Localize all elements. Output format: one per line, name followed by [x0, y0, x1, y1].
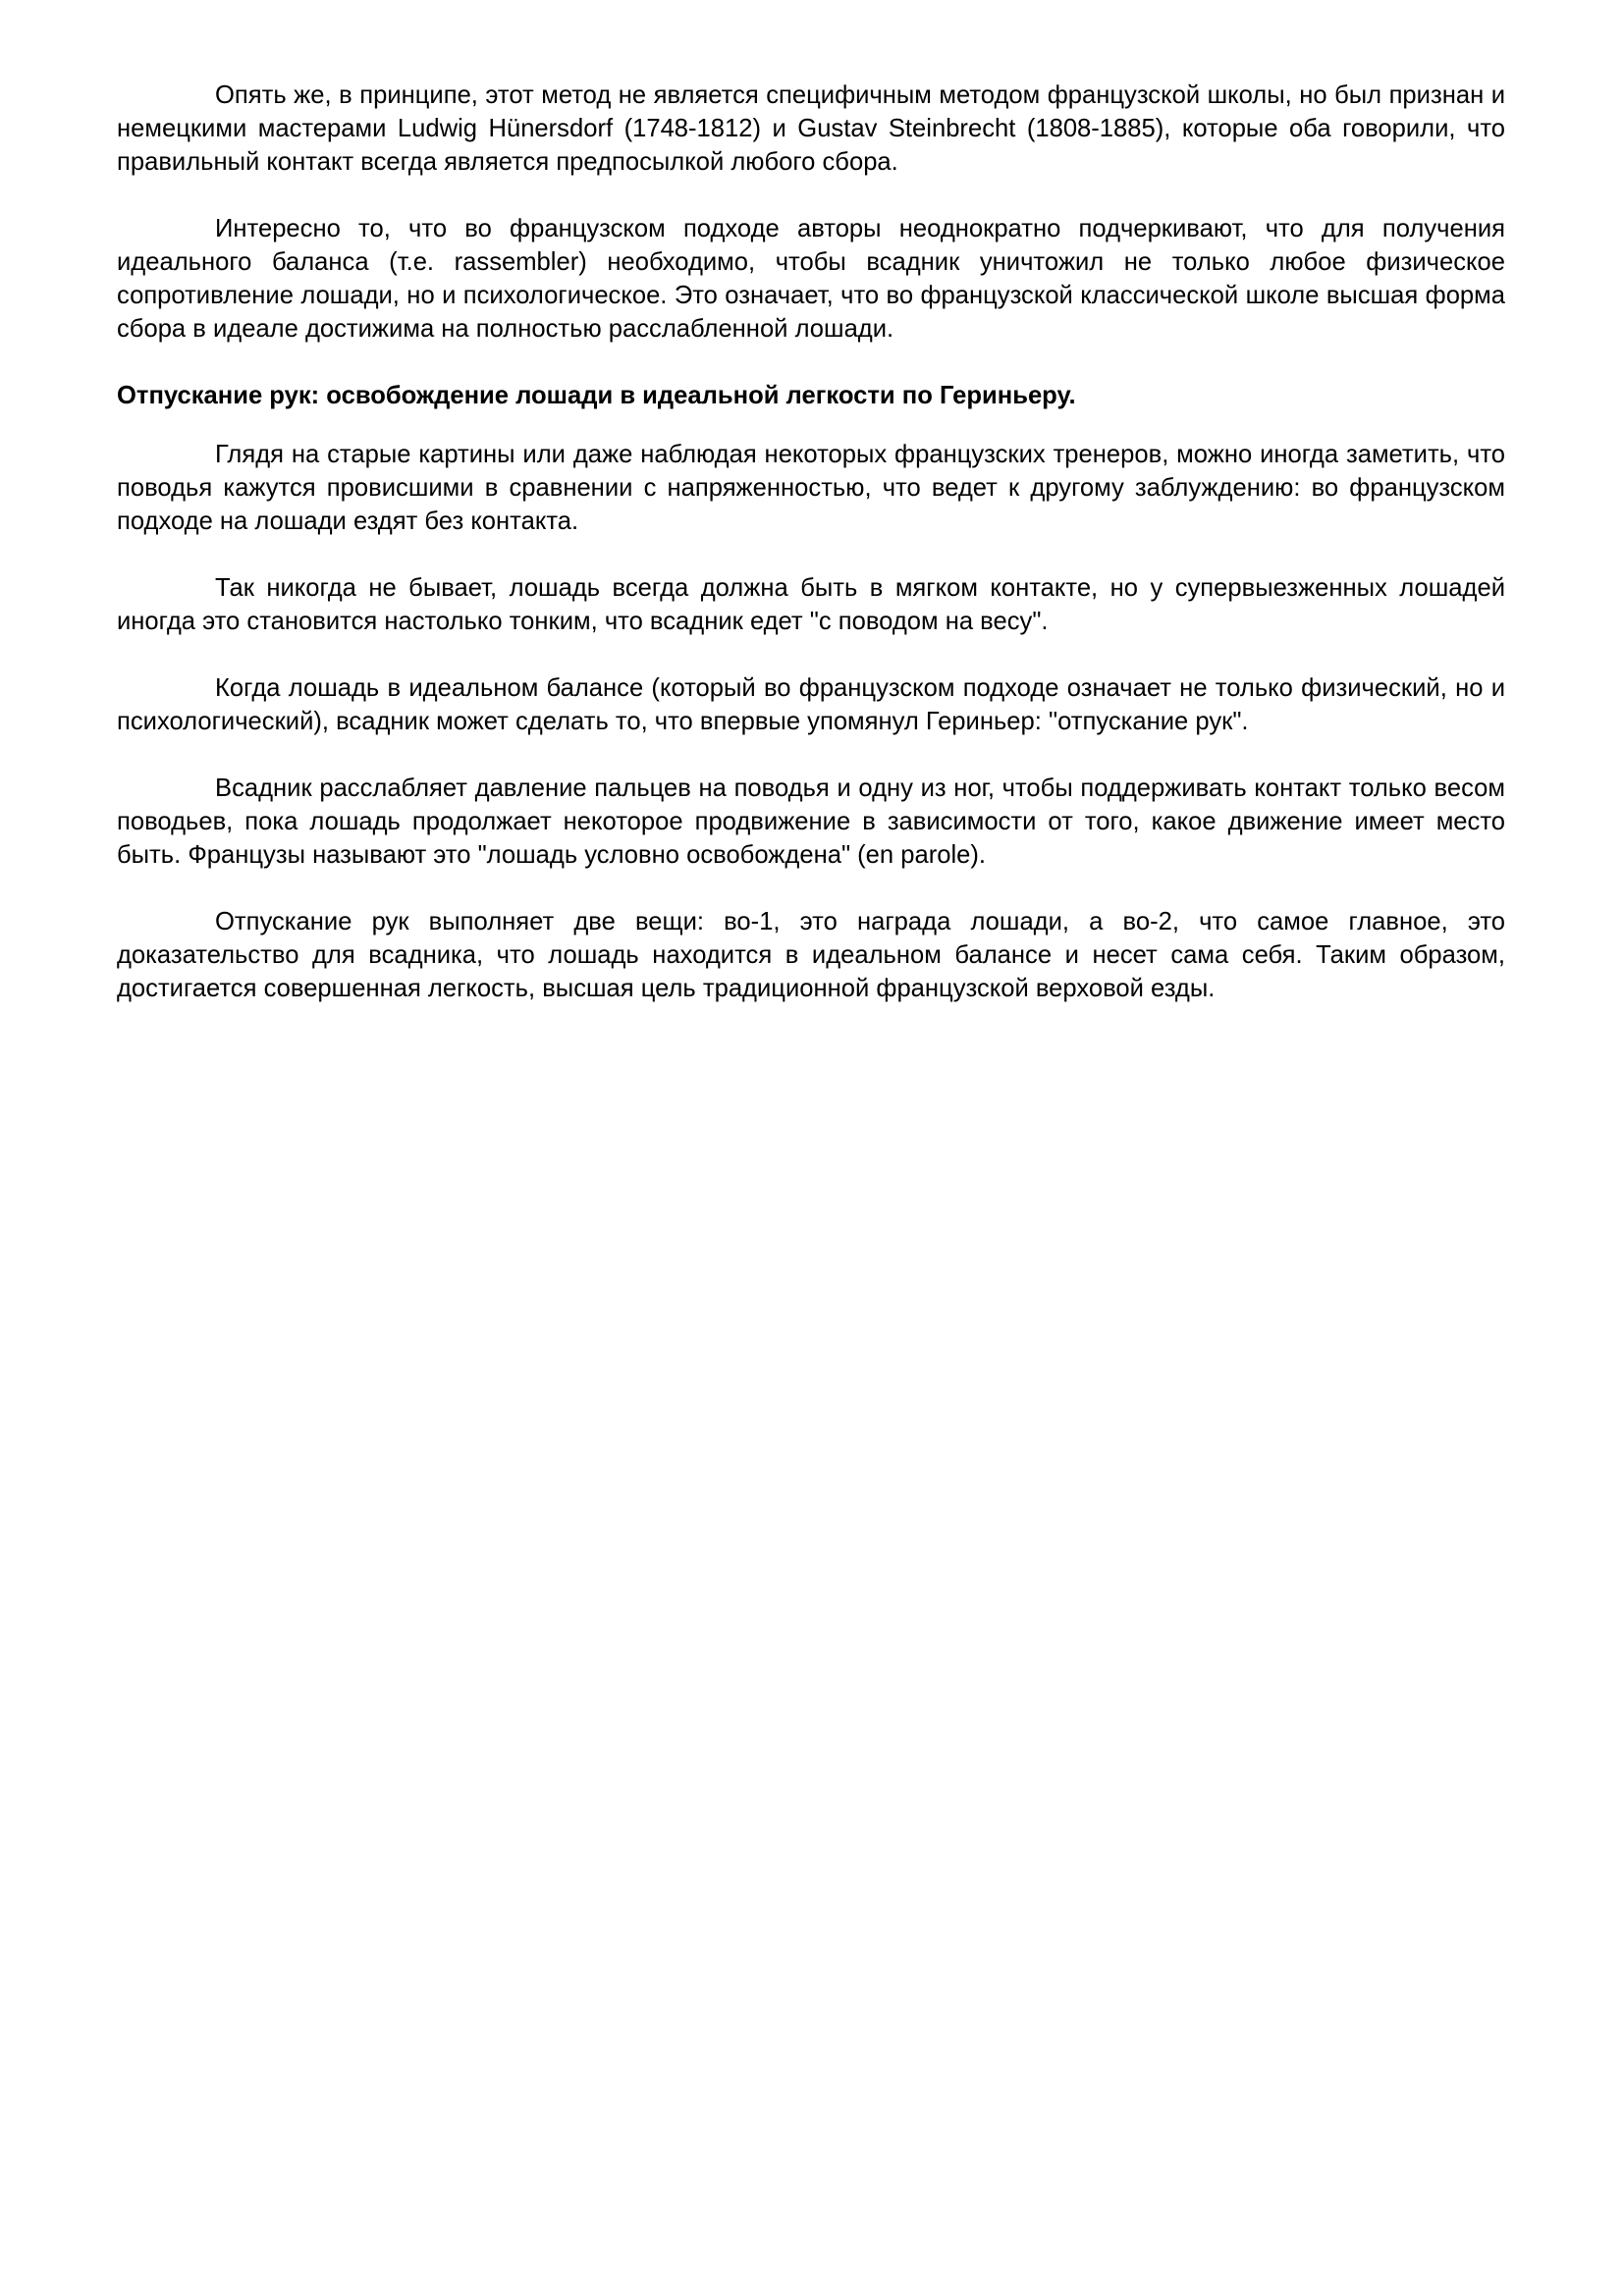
- section-heading: Отпускание рук: освобождение лошади в идеальной легкости по Гериньеру.: [117, 382, 1076, 409]
- paragraph-hand-release-purpose: Отпускание рук выполняет две вещи: во-1, это награда лошади, а во-2, что самое главное, это доказательство для всадника, что лошадь находится в идеальном балансе и несет сама себя. Таким образом, достигается совершенная легкость, высшая цель традиционной французской верховой езды.: [117, 908, 1505, 1002]
- paragraph-contact-prerequisite: Опять же, в принципе, этот метод не является специфичным методом французской школы, но был признан и немецкими мастерами Ludwig Hünersdorf (1748-1812) и Gustav Steinbrecht (1808-1885), которые оба говорили, что правильный контакт всегда является предпосылкой любого сбора.: [117, 81, 1505, 176]
- paragraph-soft-contact: Так никогда не бывает, лошадь всегда должна быть в мягком контакте, но у супервыезженных лошадей иногда это становится настолько тонким, что всадник едет "с поводом на весу".: [117, 574, 1505, 635]
- paragraph-release-pressure: Всадник расслабляет давление пальцев на поводья и одну из ног, чтобы поддерживать контакт только весом поводьев, пока лошадь продолжает некоторое продвижение в зависимости от того, какое движение имеет место быть. Французы называют это "лошадь условно освобождена" (en parole).: [117, 774, 1505, 869]
- paragraph-old-paintings: Глядя на старые картины или даже наблюдая некоторых французских тренеров, можно иногда заметить, что поводья кажутся провисшими в сравнении с напряженностью, что ведет к другому заблуждению: во французском подходе на лошади ездят без контакта.: [117, 441, 1505, 535]
- paragraph-psychological-resistance: Интересно то, что во французском подходе авторы неоднократно подчеркивают, что для получения идеального баланса (т.е. rassembler) необходимо, чтобы всадник уничтожил не только любое физическое сопротивление лошади, но и психологическое. Это означает, что во французской классической школе высшая форма сбора в идеале достижима на полностью расслабленной лошади.: [117, 215, 1505, 343]
- paragraph-ideal-balance: Когда лошадь в идеальном балансе (который во французском подходе означает не только физический, но и психологический), всадник может сделать то, что впервые упомянул Гериньер: "отпускание рук".: [117, 674, 1505, 735]
- document-page: [117, 79, 1505, 1039]
